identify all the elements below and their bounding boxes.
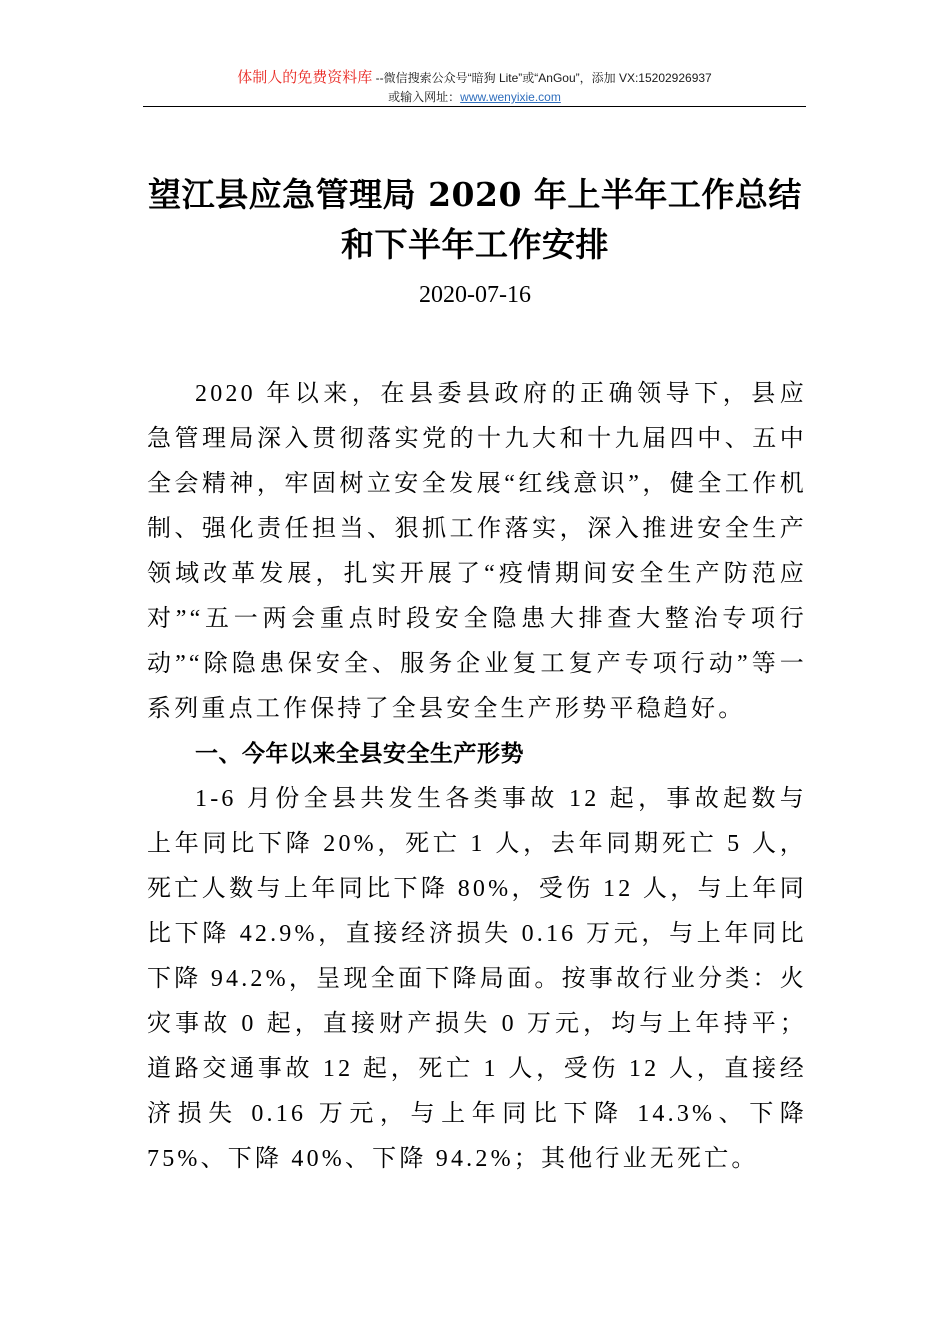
header-divider bbox=[143, 106, 806, 107]
header-promo-line bbox=[143, 68, 806, 88]
title-line-2: 和下半年工作安排 bbox=[341, 225, 609, 264]
website-link[interactable]: www.wenyixie.com bbox=[460, 90, 561, 104]
section-1-paragraph: 1-6 月份全县共发生各类事故 12 起，事故起数与上年同比下降 20%，死亡 1 人，去年同期死亡 5 人，死亡人数与上年同比下降 80%，受伤 12 人，与上年同比下降 42.9%，直接经济损失 0.16 万元，与上年同比下降 94.2%，呈现全面下降局面。按事故行业分类：火灾事故 0 起，直接财产损失 0 万元，均与上年持平；道路交通事故 12 起，死亡 1 人，受伤 12 人，直接经济损失 0.16 万元，与上年同比下降 14.3%、下降 75%、下降 40%、下降 94.2%；其他行业无死亡。 bbox=[147, 786, 807, 1172]
document-date: 2020-07-16 bbox=[419, 282, 531, 308]
intro-paragraph: 2020 年以来，在县委县政府的正确领导下，县应急管理局深入贯彻落实党的十九大和十九届四中、五中全会精神，牢固树立安全发展“红线意识”，健全工作机制、强化责任担当、狠抓工作落实，深入推进安全生产领域改革发展，扎实开展了“疫情期间安全生产防范应对”“五一两会重点时段安全隐患大排查大整治专项行动”“除隐患保安全、服务企业复工复产专项行动”等一系列重点工作保持了全县安全生产形势平稳趋好。 bbox=[147, 381, 807, 722]
document-body bbox=[147, 372, 807, 1182]
document-title bbox=[140, 170, 810, 270]
url-label: 或输入网址： bbox=[388, 90, 461, 104]
header-url-line bbox=[143, 88, 806, 107]
promo-text: --微信搜索公众号“暗狗 Lite”或“AnGou”，添加 VX:15202926937 bbox=[372, 71, 712, 85]
brand-label: 体制人的免费资料库 bbox=[237, 69, 373, 86]
title-line-1: 望江县应急管理局 2020 年上半年工作总结 bbox=[148, 175, 802, 214]
page-header bbox=[143, 68, 806, 107]
section-heading-1: 一、今年以来全县安全生产形势 bbox=[195, 741, 524, 767]
